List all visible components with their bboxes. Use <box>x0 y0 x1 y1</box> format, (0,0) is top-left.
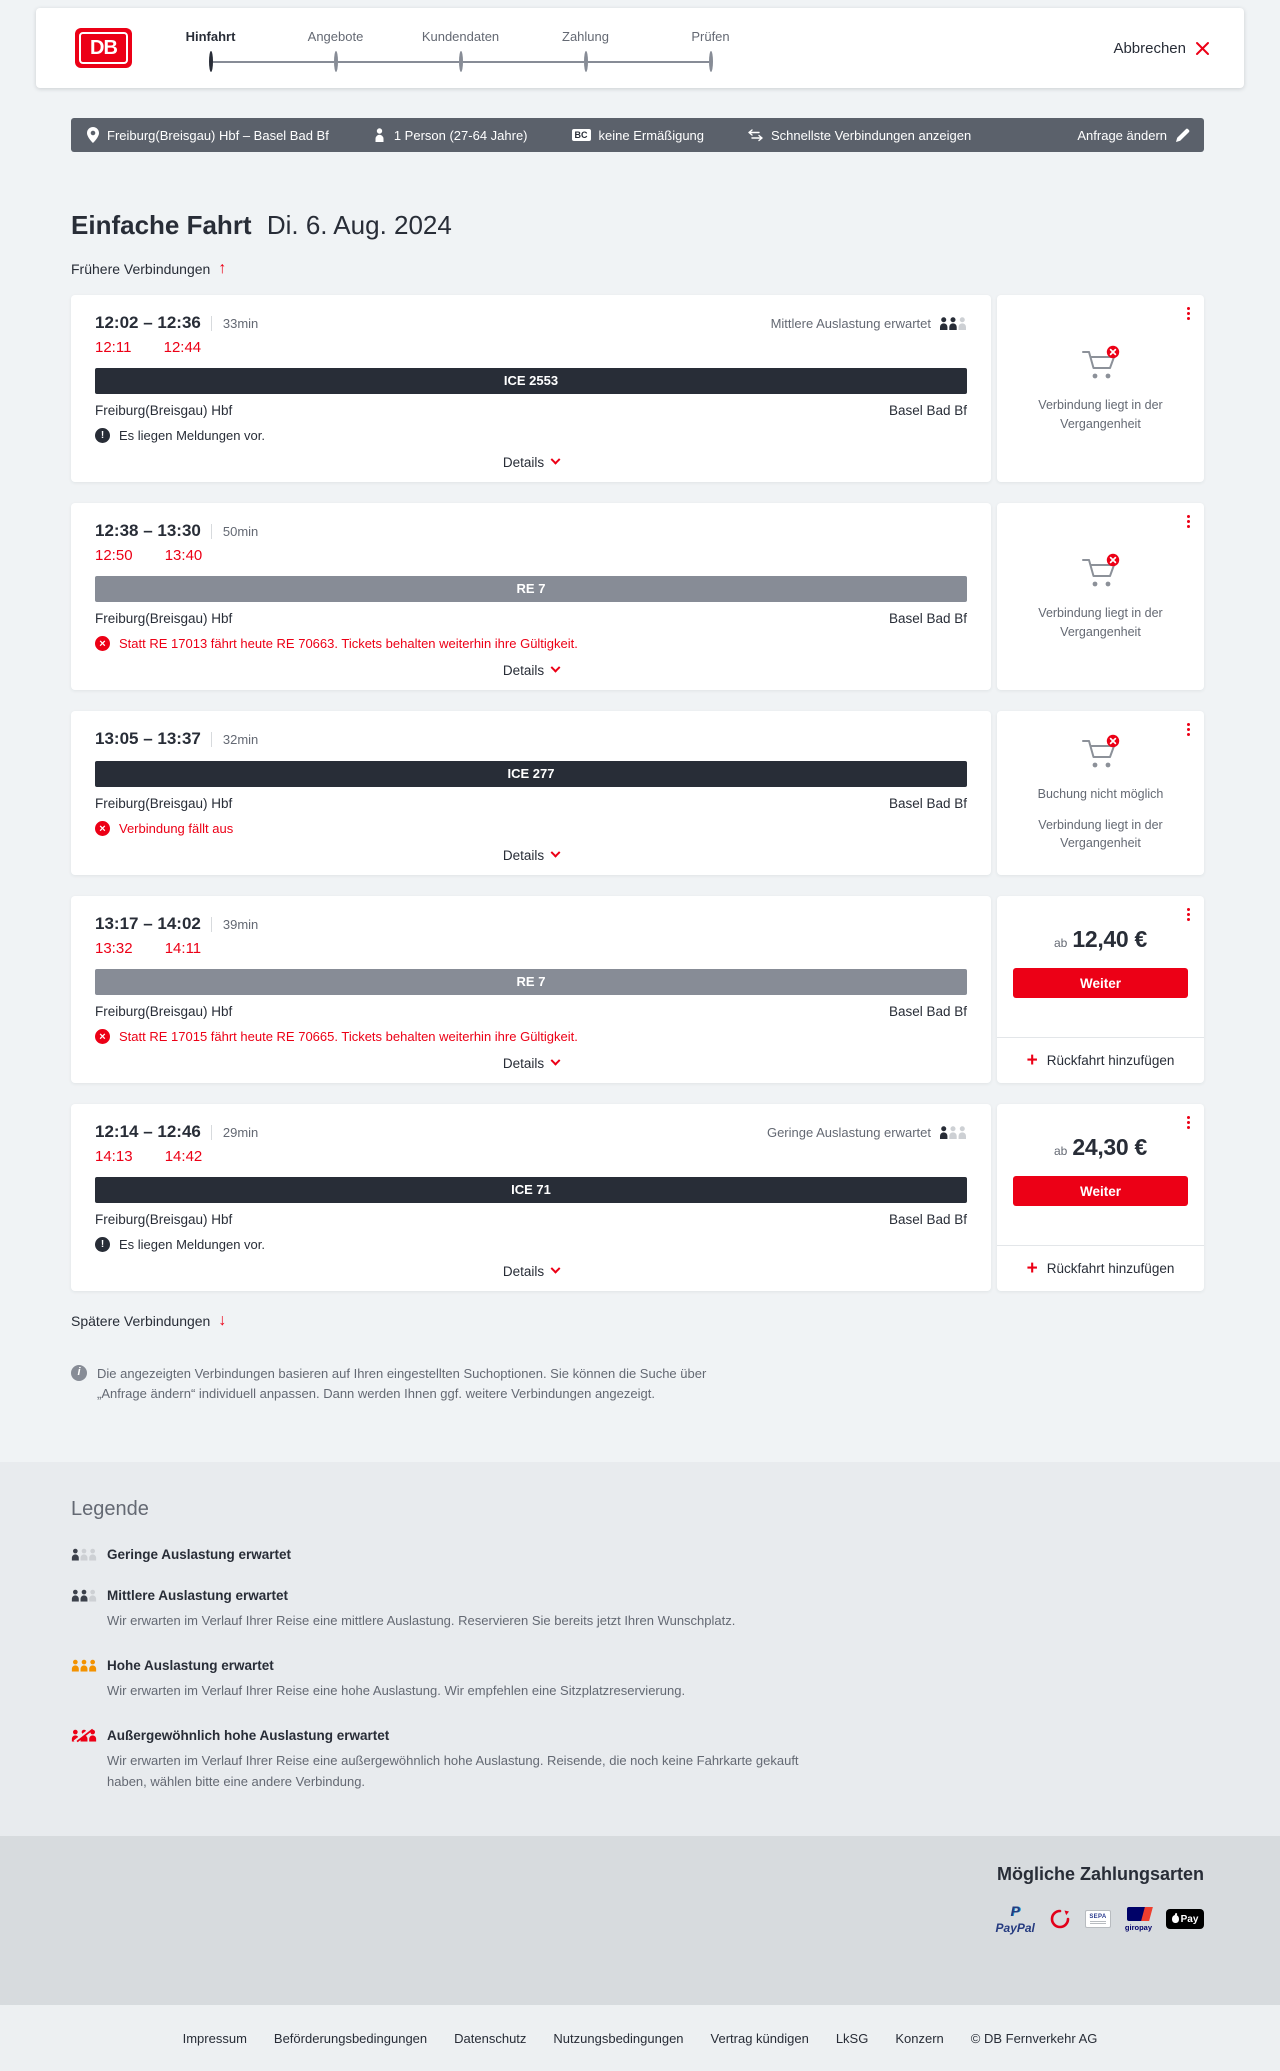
step-kundendaten <box>398 29 523 71</box>
step-circle-icon <box>459 51 463 72</box>
credit-card-icon <box>1049 1908 1071 1930</box>
step-label: Angebote <box>307 29 364 44</box>
step-hinfahrt <box>148 29 273 71</box>
realtime-times <box>95 547 967 564</box>
connection-card <box>71 711 1204 875</box>
scheduled-times: 12:38 – 13:30 <box>95 521 201 540</box>
db-logo <box>75 28 132 68</box>
plus-icon: + <box>1026 1050 1038 1071</box>
legend-section <box>0 1462 1280 1836</box>
progress-steps <box>148 25 773 71</box>
realtime-times <box>95 940 967 957</box>
booking-panel <box>997 711 1204 875</box>
alert-icon: ! <box>95 428 110 443</box>
bahncard-text: keine Ermäßigung <box>598 127 705 143</box>
legend-item-exceptional: Außergewöhnlich hohe Auslastung erwartet Wir erwarten im Verlauf Ihrer Reise eine außergewöhnlich hohe Auslastung. Reisende, die noch keine Fahrkarte gekauft haben, wählen bitte eine andere Verbindung. <box>71 1728 1204 1793</box>
train-label: ICE 277 <box>95 761 967 787</box>
footer-link-nutzungsbedingungen[interactable]: Nutzungsbedingungen <box>553 2030 684 2046</box>
apple-pay-icon: Pay <box>1166 1909 1204 1929</box>
booking-panel <box>997 295 1204 482</box>
connection-card <box>71 896 1204 1083</box>
footer-link-impressum[interactable]: Impressum <box>182 2030 247 2046</box>
step-angebote <box>273 29 398 71</box>
step-circle-active-icon <box>209 51 213 72</box>
departure-station: Freiburg(Breisgau) Hbf <box>95 796 233 811</box>
connection-list <box>71 295 1204 1291</box>
connection-card <box>71 295 1204 482</box>
footer-link-befoerderungsbedingungen[interactable]: Beförderungsbedingungen <box>273 2030 428 2046</box>
connection-notice: ! Es liegen Meldungen vor. <box>95 428 967 443</box>
close-icon <box>1195 41 1210 56</box>
occupancy-medium-icon <box>939 317 967 330</box>
arrival-station: Basel Bad Bf <box>888 796 967 811</box>
footer-link-datenschutz[interactable]: Datenschutz <box>454 2030 527 2046</box>
occupancy-text: Geringe Auslastung erwartet <box>766 1125 931 1140</box>
copyright: © DB Fernverkehr AG <box>970 2030 1098 2046</box>
train-label: RE 7 <box>95 576 967 602</box>
booking-impossible-note: Buchung nicht möglich <box>1037 786 1164 801</box>
earlier-connections-link[interactable] <box>71 260 226 278</box>
cart-unavailable-icon <box>1078 733 1124 773</box>
earlier-connections-label: Frühere Verbindungen <box>71 261 211 277</box>
connection-details <box>71 1104 991 1291</box>
legend-item-medium: Mittlere Auslastung erwartet Wir erwarten im Verlauf Ihrer Reise eine mittlere Auslastung. Reservieren Sie bereits jetzt Ihren Wunschplatz. <box>71 1588 1204 1632</box>
cancel-button[interactable] <box>1113 40 1210 57</box>
filter-text: Schnellste Verbindungen anzeigen <box>771 127 972 143</box>
location-pin-icon <box>87 127 99 143</box>
connection-details <box>71 711 991 875</box>
occupancy-medium-icon <box>71 1589 97 1602</box>
departure-station: Freiburg(Breisgau) Hbf <box>95 1004 233 1019</box>
arrow-down-icon: ↓ <box>218 1312 227 1329</box>
legend-item-high: Hohe Auslastung erwartet Wir erwarten im Verlauf Ihrer Reise eine hohe Auslastung. Wir empfehlen eine Sitzplatzreservierung. <box>71 1658 1204 1702</box>
cart-unavailable-icon <box>1078 344 1124 384</box>
search-options-note: i Die angezeigten Verbindungen basieren auf Ihren eingestellten Suchoptionen. Sie können die Suche über „Anfrage ändern“ individuell anpassen. Dann werden Ihnen ggf. weitere Verbindungen angezeigt. <box>71 1364 751 1404</box>
details-button[interactable]: Details <box>95 1264 967 1279</box>
step-zahlung <box>523 29 648 71</box>
step-circle-icon <box>709 51 713 72</box>
chevron-down-icon <box>551 455 561 465</box>
connection-notice: ! Es liegen Meldungen vor. <box>95 1237 967 1252</box>
header <box>36 8 1244 88</box>
arrival-station: Basel Bad Bf <box>888 1004 967 1019</box>
chevron-down-icon <box>551 848 561 858</box>
trip-summary-bar <box>71 118 1204 152</box>
departure-station: Freiburg(Breisgau) Hbf <box>95 611 233 626</box>
step-label: Zahlung <box>562 29 609 44</box>
scheduled-times: 12:14 – 12:46 <box>95 1122 201 1141</box>
later-connections-link[interactable] <box>71 1312 226 1330</box>
connection-notice: × Statt RE 17015 fährt heute RE 70665. Tickets behalten weiterhin ihre Gültigkeit. <box>95 1029 967 1044</box>
later-connections-label: Spätere Verbindungen <box>71 1313 211 1329</box>
occupancy-low-icon <box>71 1548 97 1561</box>
plus-icon: + <box>1026 1258 1038 1279</box>
realtime-times <box>95 339 967 356</box>
giropay-icon: giropay <box>1125 1907 1152 1932</box>
connection-details <box>71 896 991 1083</box>
details-button[interactable]: Details <box>95 663 967 678</box>
booking-panel <box>997 896 1204 1083</box>
filter-summary[interactable] <box>748 128 971 143</box>
page <box>0 8 1280 2046</box>
person-icon <box>373 128 386 142</box>
occupancy-text: Mittlere Auslastung erwartet <box>770 316 931 331</box>
legend-item-low: Geringe Auslastung erwartet <box>71 1547 1204 1562</box>
arrival-station: Basel Bad Bf <box>888 611 967 626</box>
footer-link-konzern[interactable]: Konzern <box>895 2030 944 2046</box>
delayed-departure: 12:50 <box>95 547 133 564</box>
step-label: Hinfahrt <box>185 29 236 44</box>
chevron-down-icon <box>551 1056 561 1066</box>
scheduled-times: 12:02 – 12:36 <box>95 313 201 332</box>
train-label: ICE 71 <box>95 1177 967 1203</box>
edit-request-label: Anfrage ändern <box>1077 127 1167 143</box>
route-summary <box>87 127 329 143</box>
step-circle-icon <box>584 51 588 72</box>
journey-type: Einfache Fahrt <box>71 210 252 240</box>
arrival-station: Basel Bad Bf <box>888 1212 967 1227</box>
passenger-text: 1 Person (27-64 Jahre) <box>393 127 528 143</box>
journey-date: Di. 6. Aug. 2024 <box>266 210 452 240</box>
main-content <box>0 210 1280 1404</box>
bahncard-summary <box>572 128 705 143</box>
sepa-icon: SEPA <box>1085 1910 1111 1928</box>
kebab-menu-button[interactable] <box>1185 906 1192 923</box>
duration: 50min <box>211 524 258 539</box>
details-button[interactable]: Details <box>95 848 967 863</box>
past-connection-note: Verbindung liegt in der Vergangenheit <box>1038 817 1163 851</box>
delayed-arrival: 14:11 <box>164 940 202 957</box>
train-label: ICE 2553 <box>95 368 967 394</box>
scheduled-times: 13:05 – 13:37 <box>95 729 201 748</box>
continue-button[interactable]: Weiter <box>1013 968 1188 998</box>
footer-link-vertrag-kuendigen[interactable]: Vertrag kündigen <box>710 2030 809 2046</box>
departure-station: Freiburg(Breisgau) Hbf <box>95 403 233 418</box>
connection-card <box>71 1104 1204 1291</box>
connection-notice: × Verbindung fällt aus <box>95 821 967 836</box>
booking-panel <box>997 503 1204 690</box>
delayed-arrival: 13:40 <box>164 547 203 564</box>
kebab-menu-button[interactable] <box>1185 305 1192 322</box>
error-icon: × <box>95 821 110 836</box>
step-circle-icon <box>334 51 338 72</box>
route-text: Freiburg(Breisgau) Hbf – Basel Bad Bf <box>107 127 329 143</box>
kebab-menu-button[interactable] <box>1185 513 1192 530</box>
payment-title: Mögliche Zahlungsarten <box>996 1864 1204 1885</box>
payment-section <box>0 1836 1280 2005</box>
swap-arrows-icon <box>748 129 763 141</box>
step-pruefen <box>648 29 773 71</box>
alert-icon: ! <box>95 1237 110 1252</box>
error-icon: × <box>95 636 110 651</box>
cart-unavailable-icon <box>1078 552 1124 592</box>
duration: 39min <box>211 917 258 932</box>
connection-details <box>71 295 991 482</box>
db-logo-text: DB <box>79 32 128 64</box>
add-return-button[interactable]: + Rückfahrt hinzufügen <box>997 1037 1204 1083</box>
passenger-summary <box>373 128 528 143</box>
cancel-label: Abbrechen <box>1113 39 1186 57</box>
info-icon: i <box>71 1365 87 1381</box>
payment-methods <box>76 1903 1204 1935</box>
bahncard-icon: BC <box>572 129 591 141</box>
delayed-arrival: 12:44 <box>163 339 202 356</box>
footer <box>0 2005 1280 2071</box>
page-title <box>71 210 1204 240</box>
chevron-down-icon <box>551 1264 561 1274</box>
step-label: Kundendaten <box>421 29 500 44</box>
chevron-down-icon <box>551 663 561 673</box>
legend-title: Legende <box>71 1498 149 1521</box>
duration: 32min <box>211 732 258 747</box>
occupancy-high-icon <box>71 1659 97 1672</box>
details-button[interactable]: Details <box>95 455 967 470</box>
departure-station: Freiburg(Breisgau) Hbf <box>95 1212 233 1227</box>
kebab-menu-button[interactable] <box>1185 1114 1192 1131</box>
paypal-icon: P PayPal <box>995 1903 1035 1936</box>
price: 12,40 € <box>1072 926 1147 952</box>
add-return-button[interactable]: + Rückfahrt hinzufügen <box>997 1245 1204 1291</box>
delayed-departure: 13:32 <box>95 940 133 957</box>
kebab-menu-button[interactable] <box>1185 721 1192 738</box>
occupancy-exceptional-icon <box>71 1729 97 1742</box>
booking-panel <box>997 1104 1204 1291</box>
train-label: RE 7 <box>95 969 967 995</box>
price-prefix: ab <box>1054 936 1068 950</box>
scheduled-times: 13:17 – 14:02 <box>95 914 201 933</box>
connection-card <box>71 503 1204 690</box>
delayed-departure: 14:13 <box>95 1148 133 1165</box>
price-prefix: ab <box>1054 1144 1068 1158</box>
error-icon: × <box>95 1029 110 1044</box>
apple-logo-icon <box>1172 1915 1179 1923</box>
occupancy-low-icon <box>939 1126 967 1139</box>
connection-notice: × Statt RE 17013 fährt heute RE 70663. Tickets behalten weiterhin ihre Gültigkeit. <box>95 636 967 651</box>
edit-request-button[interactable] <box>1077 128 1190 143</box>
step-label: Prüfen <box>691 29 730 44</box>
arrival-station: Basel Bad Bf <box>888 403 967 418</box>
price-line <box>1013 926 1188 953</box>
delayed-departure: 12:11 <box>95 339 132 356</box>
duration: 29min <box>211 1125 258 1140</box>
pencil-icon <box>1176 128 1190 142</box>
continue-button[interactable]: Weiter <box>1013 1176 1188 1206</box>
past-connection-note: Verbindung liegt in der Vergangenheit <box>1038 397 1163 431</box>
details-button[interactable]: Details <box>95 1056 967 1071</box>
duration: 33min <box>211 316 258 331</box>
footer-link-lksg[interactable]: LkSG <box>835 2030 869 2046</box>
delayed-arrival: 14:42 <box>164 1148 203 1165</box>
price: 24,30 € <box>1072 1134 1147 1160</box>
arrow-up-icon: ↑ <box>218 260 227 277</box>
realtime-times <box>95 1148 967 1165</box>
connection-details <box>71 503 991 690</box>
price-line <box>1013 1134 1188 1161</box>
past-connection-note: Verbindung liegt in der Vergangenheit <box>1038 605 1163 639</box>
